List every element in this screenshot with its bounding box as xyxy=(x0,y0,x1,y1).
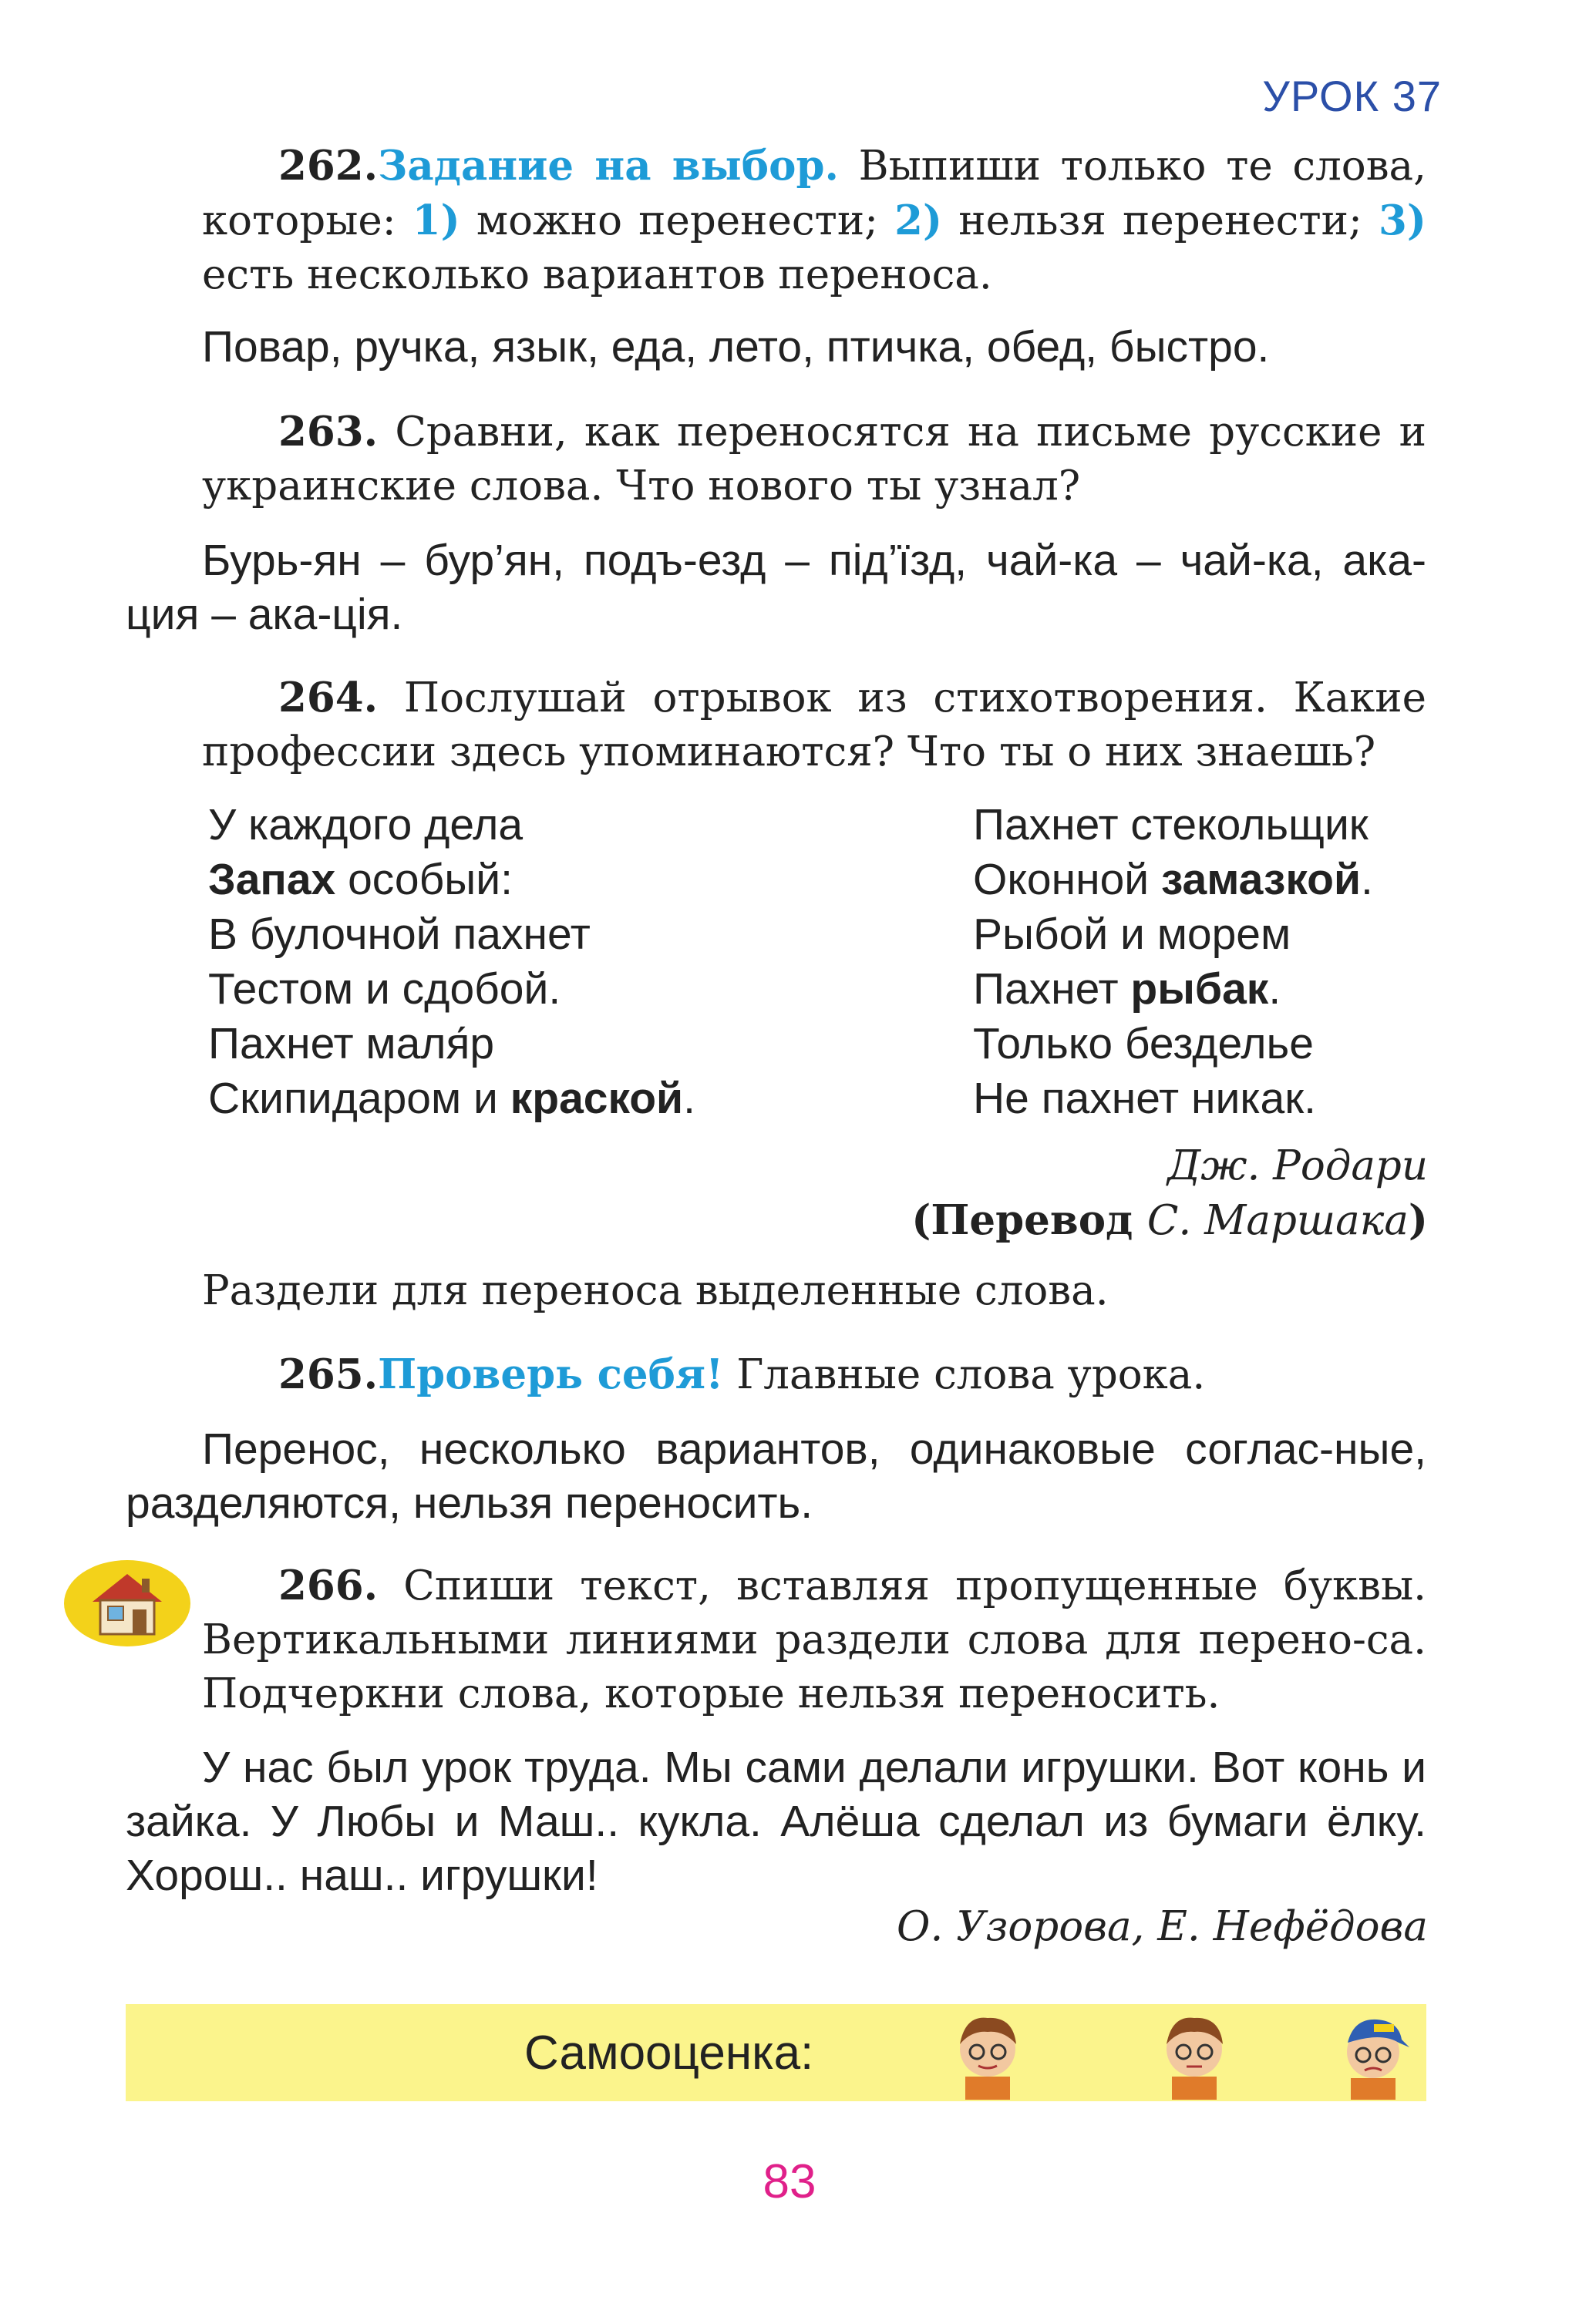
poem-translator xyxy=(911,1193,1428,1248)
poem-left-column xyxy=(208,798,695,1126)
exercise-264-followup: Раздели для переноса выделенные слова. xyxy=(202,1267,1109,1314)
poem-text: Скипидаром и xyxy=(208,1074,510,1123)
exercise-number: 265. xyxy=(278,1350,379,1398)
highlighted-word: краской xyxy=(510,1074,684,1123)
exercise-264-instruction xyxy=(202,671,1426,779)
exercise-265-words: Перенос, несколько вариантов, одинаковые соглас-ные, разделяются, нельзя переносить. xyxy=(126,1424,1426,1528)
poem-line: У каждого дела xyxy=(208,800,524,849)
translation-prefix: (Перевод xyxy=(911,1196,1147,1244)
instruction-text: Спиши текст, вставляя пропущенные буквы. Вертикальными линиями раздели слова для перено-са. Подчеркни слова, которые нельзя переносить. xyxy=(202,1562,1426,1717)
boy-face-icon[interactable] xyxy=(1149,2009,1240,2100)
option-marker: 3) xyxy=(1379,197,1426,244)
instruction-text: Послушай отрывок из стихотворения. Какие профессии здесь упоминаются? Что ты о них знаешь? xyxy=(202,674,1426,775)
poem-line: Рыбой и морем xyxy=(973,910,1291,959)
exercise-number: 262. xyxy=(278,142,379,190)
boy-with-cap-icon[interactable] xyxy=(1328,2009,1419,2100)
poem-author: Дж. Родари xyxy=(1167,1142,1428,1189)
exercise-number: 264. xyxy=(278,674,379,721)
poem-line: Пахнет маля́р xyxy=(208,1019,495,1068)
poem-line: Тестом и сдобой. xyxy=(208,964,561,1014)
poem-line xyxy=(208,1071,695,1126)
exercise-265-instruction xyxy=(202,1347,1426,1402)
poem-text: . xyxy=(1268,964,1281,1014)
poem-text: Пахнет xyxy=(973,964,1131,1014)
check-yourself-label: Проверь себя! xyxy=(378,1350,724,1398)
translation-suffix: ) xyxy=(1408,1196,1428,1244)
instruction-text: Выпиши только те слова, которые: xyxy=(202,143,1426,244)
exercise-262-instruction xyxy=(202,139,1426,302)
poem-line xyxy=(208,853,695,907)
option-marker: 1) xyxy=(412,197,460,244)
poem-line: Не пахнет никак. xyxy=(973,1074,1316,1123)
poem-line xyxy=(973,853,1373,907)
exercise-266-story: У нас был урок труда. Мы сами делали игрушки. Вот конь и зайка. У Любы и Маш.. кукла. Алёша сделал из бумаги ёлку. Хорош.. наш.. игрушки! xyxy=(126,1743,1426,1900)
lesson-title: УРОК 37 xyxy=(1262,72,1442,120)
poem-text: . xyxy=(1361,855,1373,904)
poem-line: Только безделье xyxy=(973,1019,1314,1068)
exercise-263-examples: Бурь-ян – бур’ян, подъ-езд – під’їзд, чай-ка – чай-ка, ака-ция – ака-ція. xyxy=(126,536,1426,639)
task-choice-label: Задание на выбор. xyxy=(378,142,839,190)
poem-line xyxy=(973,962,1373,1017)
poem-text: Оконной xyxy=(973,855,1161,904)
poem-right-column xyxy=(973,798,1373,1126)
highlighted-word: рыбак xyxy=(1130,964,1269,1014)
highlighted-word: замазкой xyxy=(1160,855,1362,904)
story-authors: О. Узорова, Е. Нефёдова xyxy=(897,1903,1428,1950)
option-marker: 2) xyxy=(894,197,943,244)
poem-text: особый: xyxy=(335,855,513,904)
instruction-text: Главные слова урока. xyxy=(723,1351,1206,1398)
instruction-text: Сравни, как переносятся на письме русские и украинские слова. Что нового ты узнал? xyxy=(202,409,1426,510)
highlighted-word: Запах xyxy=(208,855,336,904)
exercise-number: 266. xyxy=(278,1562,379,1609)
poem-text: . xyxy=(683,1074,695,1123)
page-number: 83 xyxy=(763,2155,816,2208)
exercise-number: 263. xyxy=(278,408,379,456)
instruction-text: есть несколько вариантов переноса. xyxy=(202,251,992,298)
exercise-262-words: Повар, ручка, язык, еда, лето, птичка, обед, быстро. xyxy=(202,322,1270,372)
translator-name: С. Маршака xyxy=(1146,1197,1409,1244)
instruction-text: можно перенести; xyxy=(460,197,895,244)
exercise-263-instruction xyxy=(202,405,1426,513)
exercise-266-instruction xyxy=(202,1559,1426,1721)
house-icon xyxy=(62,1557,193,1650)
self-assessment-label: Самооценка: xyxy=(524,2026,814,2080)
poem-line: Пахнет стекольщик xyxy=(973,800,1369,849)
instruction-text: нельзя перенести; xyxy=(942,197,1379,244)
poem-line: В булочной пахнет xyxy=(208,910,591,959)
boy-face-icon[interactable] xyxy=(942,2009,1033,2100)
